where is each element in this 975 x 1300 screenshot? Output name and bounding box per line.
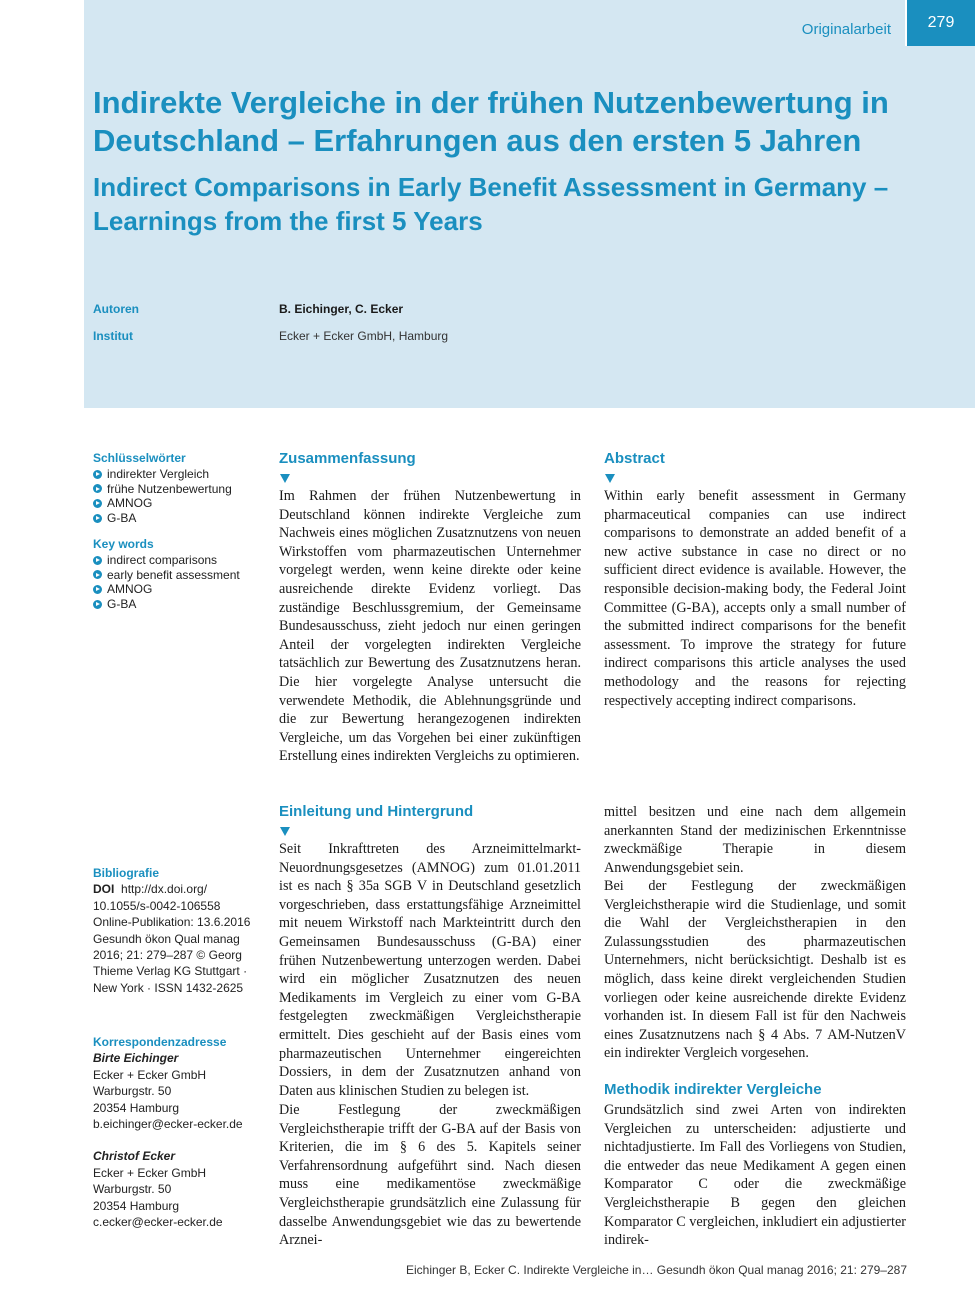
bibliografie-heading: Bibliografie [93,866,160,880]
methodik-heading: Methodik indirekter Vergleiche [604,1081,822,1098]
bib-line: Thieme Verlag KG Stuttgart · [93,964,248,979]
contact-email[interactable]: c.ecker@ecker-ecker.de [93,1215,223,1230]
einleitung-heading: Einleitung und Hintergrund [279,803,474,820]
abstract-heading: Abstract [604,450,665,467]
bib-line: New York · ISSN 1432-2625 [93,980,244,995]
keyword-item: G-BA [93,597,240,612]
keyword-item: early benefit assessment [93,568,240,583]
korrespondenz-block [93,1034,263,1230]
korrespondenz-heading: Korrespondenzadresse [93,1035,227,1049]
authors: B. Eichinger, C. Ecker [279,302,404,316]
arrow-bullet-icon [93,514,102,523]
institute: Ecker + Ecker GmbH, Hamburg [279,329,449,343]
arrow-bullet-icon [93,499,102,508]
contact-name: Birte Eichinger [93,1051,179,1066]
title-german: Indirekte Vergleiche in der frühen Nutzenbewertung in Deutschland – Erfahrungen aus den ersten 5 Jahren [93,85,889,158]
contact-line: Ecker + Ecker GmbH [93,1067,207,1082]
zusammenfassung-heading: Zusammenfassung [279,450,416,467]
einleitung-text-4: Bei der Festlegung der zweckmäßigen Vergleichstherapie wird die Studienlage, und somit die Wahl der Vergleichstherapien in den Zulassungsstudien des pharmazeutischen Unternehmers, nicht berücksichtigt. Deshalb ist es möglich, dass keine direkt vergleichenden Studien vorliegen oder keine ausreichende direkte Evidenz vorhanden ist. In diesem Fall ist für den Nachweis eines Zusatznutzens nach § 4 Abs. 7 AM-NutzenV ein indirekter Vergleich vorgesehen. [604,878,906,1062]
keyword-item: AMNOG [93,496,232,511]
methodik-text: Grundsätzlich sind zwei Arten von indirekten Vergleichen zu unterscheiden: adjustierte und nichtadjustierte. Im Fall des Vorliegens von Studien, die entweder das neue Medikament A gegen einen Komparator C oder die zweckmäßige Vergleichstherapie B gegen den gleichen Komparator C vergleichen, inkludiert ein adjustierter indirek- [604,1102,906,1249]
arrow-bullet-icon [93,484,102,493]
keyword-item: frühe Nutzenbewertung [93,482,232,497]
down-triangle-icon [280,827,290,836]
bib-line: Online-Publikation: 13.6.2016 [93,915,251,930]
authors-label: Autoren [93,302,139,316]
keyword-item: G-BA [93,511,232,526]
keywords-en-heading: Key words [93,537,154,551]
contact-line: Warburgstr. 50 [93,1084,172,1099]
footer-citation: Eichinger B, Ecker C. Indirekte Vergleiche in… Gesundh ökon Qual manag 2016; 21: 279–287 [406,1263,907,1277]
contact-line: 20354 Hamburg [93,1100,180,1115]
arrow-bullet-icon [93,556,102,565]
contact-name: Christof Ecker [93,1149,176,1164]
bib-line: 2016; 21: 279–287 © Georg [93,948,242,963]
keyword-item: indirect comparisons [93,553,240,568]
contact-line: Ecker + Ecker GmbH [93,1165,207,1180]
institute-label: Institut [93,329,133,343]
doi-line [93,881,263,897]
keywords-en-list [93,553,240,611]
bib-line: Gesundh ökon Qual manag [93,931,240,946]
einleitung-text-3: mittel besitzen und eine nach dem allgemein anerkannten Stand der medizinischen Erkenntnisse zweckmäßige Therapie in diesem Anwendungsgebiet sein. [604,804,906,876]
contact-email[interactable]: b.eichinger@ecker-ecker.de [93,1117,243,1132]
keyword-item: indirekter Vergleich [93,467,232,482]
down-triangle-icon [605,474,615,483]
contact-line: 20354 Hamburg [93,1198,180,1213]
doi-label: DOI [93,882,115,897]
contact-line: Warburgstr. 50 [93,1182,172,1197]
keywords-de-heading: Schlüsselwörter [93,451,186,465]
arrow-bullet-icon [93,585,102,594]
down-triangle-icon [280,474,290,483]
abstract-text: Within early benefit assessment in Germany pharmaceutical companies can use indirect comparisons to demonstrate an added benefit of a new active substance in case no direct or no sufficient direct evidence is available. However, the responsible decision-making body, the Federal Joint Committee (G-BA), accepts only a small number of the submitted indirect comparisons for the benefit assessment. To improve the strategy for future indirect comparisons this article analyses the used methodology and the reasons for rejecting respectively accepting indirect comparisons. [604,488,906,709]
arrow-bullet-icon [93,600,102,609]
arrow-bullet-icon [93,570,102,579]
zusammenfassung-text: Im Rahmen der frühen Nutzenbewertung in Deutschland können indirekte Vergleiche zum Nachweis eines möglichen Zusatznutzens von neuen Wirkstoffen vom pharmazeutischen Unternehmer vorgelegt werden, wenn keine direkte oder keine ausreichende direkte Evidenz vorliegt. Das zuständige Beschlussgremium, der Gemeinsame Bundesausschuss, zieht jedoch nur einen geringen Anteil der vorgelegten indirekten Vergleiche tatsächlich zur Bewertung des Zusatznutzens heran. Die hier vorgelegte Analyse untersucht die verwendete Methodik, die Ablehnungsgründe und die zur Bewertung herangezogenen indirekten Vergleiche, um das Vorgehen bei einer zukünftigen Erstellung eines indirekten Vergleichs zu optimieren. [279,488,581,765]
bibliografie-block [93,865,263,996]
doi-url[interactable]: http://dx.doi.org/ [121,882,208,897]
section-label: Originalarbeit [801,21,891,38]
bib-line: 10.1055/s-0042-106558 [93,898,221,913]
title-english: Indirect Comparisons in Early Benefit Assessment in Germany – Learnings from the first 5 Years [93,172,889,236]
keyword-item: AMNOG [93,582,240,597]
page-number: 279 [907,0,975,46]
keywords-de-list [93,467,232,525]
arrow-bullet-icon [93,470,102,479]
einleitung-text-2: Die Festlegung der zweckmäßigen Vergleichstherapie trifft der G-BA auf der Basis von Kriterien, die im § 6 des 5. Kapitels seiner Verfahrensordnung aufgeführt sind. Nach diesen muss eine medikamentöse zweckmäßige Vergleichstherapie grundsätzlich eine Zulassung für dasselbe Anwendungsgebiet wie das zu bewertende Arznei- [279,1102,581,1249]
einleitung-text-1: Seit Inkrafttreten des Arzneimittelmarkt-Neuordnungsgesetzes (AMNOG) zum 01.01.2011 ist es nach § 35a SGB V in Deutschland gesetzlich vorgeschrieben, dass erstattungsfähige Arzneimittel mit neuem Wirkstoff nach Markteintritt durch den Gemeinsamen Bundesausschuss (G-BA) einer frühen Nutzenbewertung unterzogen werden. Dabei wird ein möglicher Zusatznutzen des neuen Medikaments im Vergleich zu einer vom G-BA festgelegten zweckmäßigen Vergleichstherapie ermittelt. Dies geschieht auf der Basis eines vom pharmazeutischen Unternehmer eingereichten Dossiers, in dem der Zusatznutzen anhand von Daten aus klinischen Studien zu belegen ist. [279,841,581,1099]
